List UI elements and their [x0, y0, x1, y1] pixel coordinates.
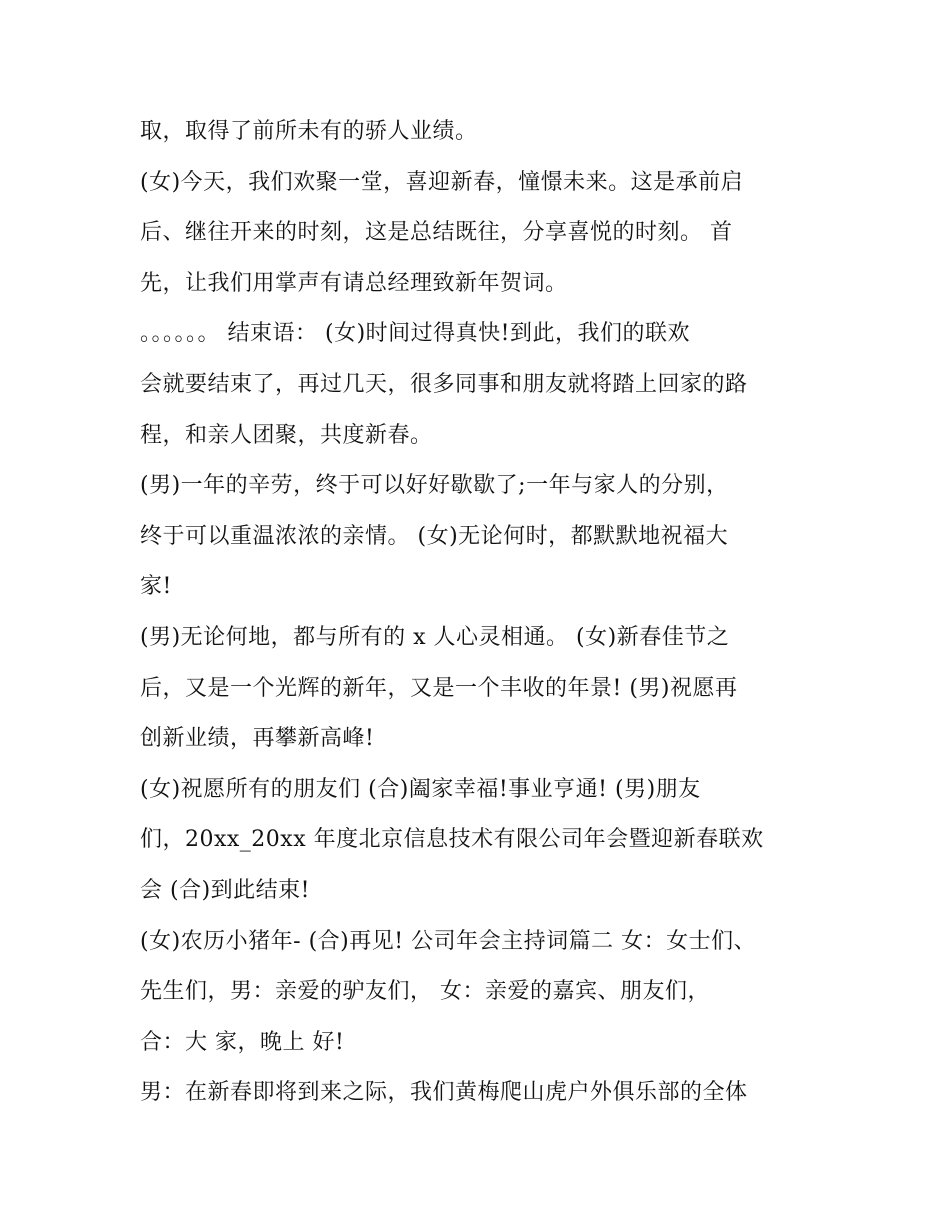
text-line: 创新业绩，再攀新高峰!	[140, 726, 375, 752]
text-line: 家!	[140, 574, 172, 600]
text-line: 。。。。。。 结束语： (女)时间过得真快!到此，我们的联欢	[140, 321, 690, 347]
text-line: (女)今天，我们欢聚一堂，喜迎新春，憧憬未来。这是承前启	[140, 169, 744, 195]
text-line: 取，取得了前所未有的骄人业绩。	[140, 119, 478, 144]
text-line: 男：在新春即将到来之际，我们黄梅爬山虎户外俱乐部的全体	[140, 1080, 748, 1106]
text-line: 会 (合)到此结束!	[140, 877, 311, 903]
text-line: (女)祝愿所有的朋友们 (合)阖家幸福!事业亨通! (男)朋友	[140, 776, 701, 802]
text-line: 程，和亲人团聚，共度新春。	[140, 422, 433, 448]
text-line: 们，20xx_20xx 年度北京信息技术有限公司年会暨迎新春联欢	[140, 827, 764, 853]
text-line: 先，让我们用掌声有请总经理致新年贺词。	[140, 270, 568, 296]
text-line: 会就要结束了，再过几天，很多同事和朋友就将踏上回家的路	[140, 371, 748, 397]
text-line: (男)一年的辛劳，终于可以好好歇歇了;一年与家人的分别，	[140, 473, 729, 499]
text-line: (男)无论何地，都与所有的 x 人心灵相通。 (女)新春佳节之	[140, 624, 730, 650]
text-line: 后、继往开来的时刻，这是总结既往，分享喜悦的时刻。 首	[140, 220, 733, 246]
text-line: 后，又是一个光辉的新年，又是一个丰收的年景! (男)祝愿再	[140, 675, 738, 701]
text-line: 先生们，男：亲爱的驴友们， 女：亲爱的嘉宾、朋友们，	[140, 979, 710, 1005]
text-line: 合：大 家，晚上 好!	[140, 1029, 345, 1055]
document-body	[140, 107, 830, 1119]
text-line: (女)农历小猪年- (合)再见! 公司年会主持词篇二 女：女士们、	[140, 928, 757, 954]
text-line: 终于可以重温浓浓的亲情。 (女)无论何时，都默默地祝福大	[140, 523, 729, 549]
